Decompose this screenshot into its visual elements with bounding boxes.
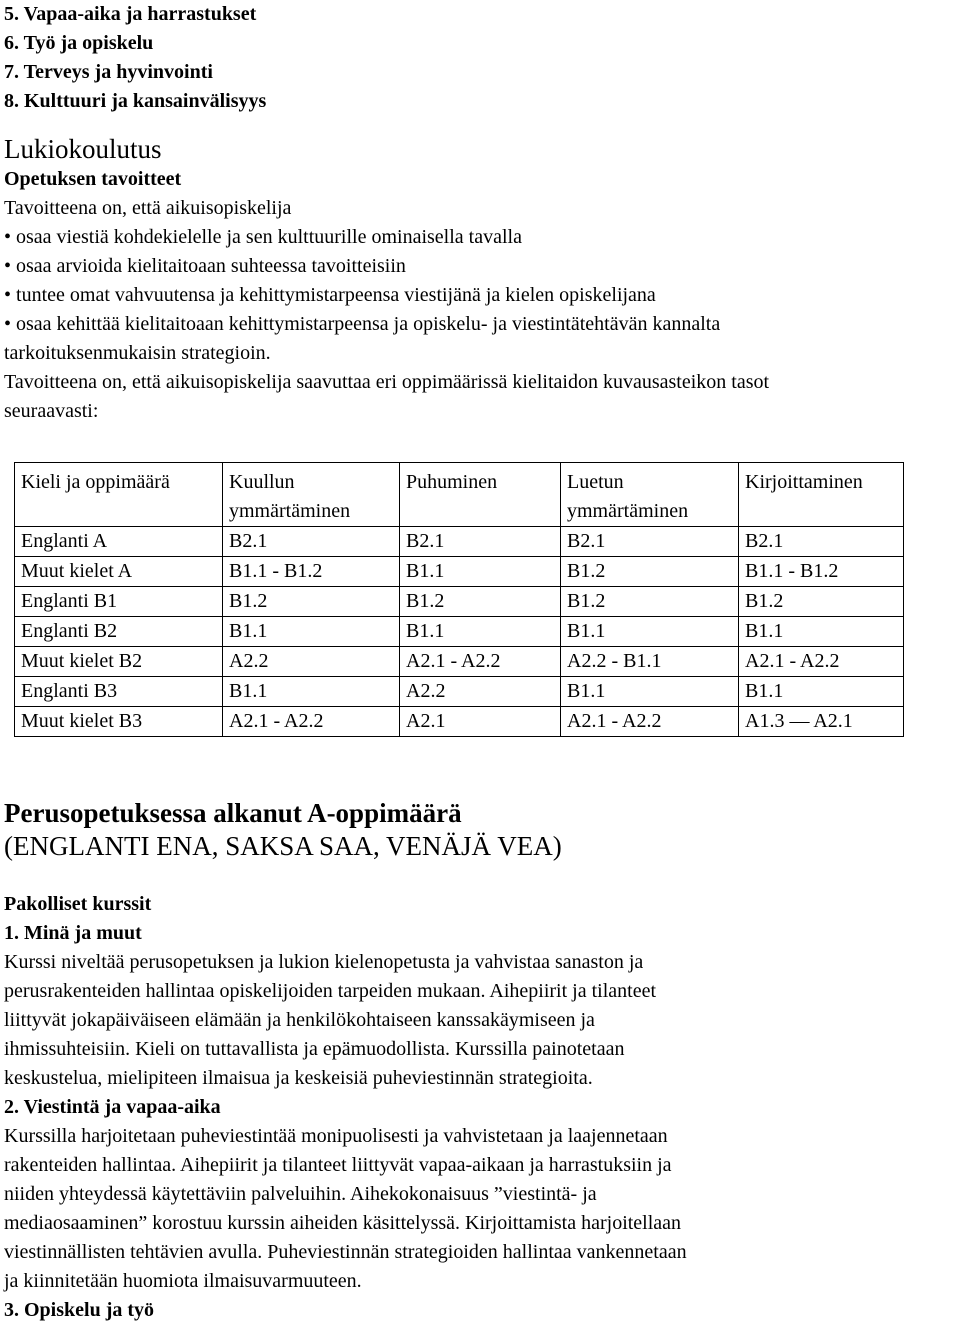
table-cell: A2.1 - A2.2: [739, 647, 904, 677]
list-item: 8. Kulttuuri ja kansainvälisyys: [4, 90, 267, 112]
table-cell: B2.1: [739, 527, 904, 557]
table-cell: A2.1 - A2.2: [561, 707, 739, 737]
table-row: [15, 707, 904, 737]
table-cell: A2.1 - A2.2: [223, 707, 400, 737]
table-cell: B1.2: [561, 557, 739, 587]
course-text-line: ihmissuhteisiin. Kieli on tuttavallista ja epämuodollista. Kurssilla painotetaan: [4, 1038, 625, 1060]
goal-bullet: • osaa arvioida kielitaitoaan suhteessa tavoitteisiin: [4, 252, 960, 281]
table-cell: B1.1: [739, 617, 904, 647]
course-title: 3. Opiskelu ja työ: [4, 1299, 155, 1321]
table-header-cell: Puhuminen: [400, 463, 561, 527]
table-row: [15, 677, 904, 707]
table-cell: B1.1: [739, 677, 904, 707]
course-text-line: Kurssi niveltää perusopetuksen ja lukion kielenopetusta ja vahvistaa sanaston ja: [4, 951, 644, 973]
table-cell: B1.1: [400, 557, 561, 587]
course-text-line: perusrakenteiden hallintaa opiskelijoiden tarpeiden mukaan. Aihepiirit ja tilanteet: [4, 980, 657, 1002]
section-subtitle: (ENGLANTI ENA, SAKSA SAA, VENÄJÄ VEA): [4, 831, 562, 861]
table-cell: B1.1: [561, 617, 739, 647]
table-row: [15, 527, 904, 557]
course-text-line: mediaosaaminen” korostuu kurssin aiheiden käsittelyssä. Kirjoittamista harjoitellaan: [4, 1212, 682, 1234]
list-item: 7. Terveys ja hyvinvointi: [4, 61, 213, 83]
goal-bullet: • osaa viestiä kohdekielelle ja sen kulttuurille ominaisella tavalla: [4, 223, 960, 252]
table-row: [15, 647, 904, 677]
course-title: 2. Viestintä ja vapaa-aika: [4, 1096, 221, 1118]
section-title: Perusopetuksessa alkanut A-oppimäärä: [4, 798, 462, 828]
document-page: [4, 0, 960, 426]
section-heading-lukio: Lukiokoulutus: [4, 134, 162, 164]
proficiency-levels-table: [14, 462, 904, 737]
table-cell: A2.2: [400, 677, 561, 707]
table-header-cell: Kirjoittaminen: [739, 463, 904, 527]
table-cell: B1.1 - B1.2: [223, 557, 400, 587]
table-cell: B1.1: [561, 677, 739, 707]
course-title: 1. Minä ja muut: [4, 922, 142, 944]
table-cell: A2.1 - A2.2: [400, 647, 561, 677]
course-text-line: rakenteiden hallintaa. Aihepiirit ja tilanteet liittyvät vapaa-aikaan ja harrastuksiin ja: [4, 1154, 672, 1176]
table-cell: B1.2: [223, 587, 400, 617]
table-cell: Muut kielet A: [15, 557, 223, 587]
table-cell: Englanti B3: [15, 677, 223, 707]
table-cell: A2.2 - B1.1: [561, 647, 739, 677]
table-cell: A1.3 — A2.1: [739, 707, 904, 737]
levels-intro: Tavoitteena on, että aikuisopiskelija saavuttaa eri oppimäärissä kielitaidon kuvausasteikon tasot: [4, 371, 770, 393]
table-cell: A2.2: [223, 647, 400, 677]
table-cell: B1.2: [400, 587, 561, 617]
compulsory-courses-heading: Pakolliset kurssit: [4, 893, 152, 915]
table-cell: B1.2: [561, 587, 739, 617]
section-a-syllabus: [4, 797, 960, 1325]
course-text-line: liittyvät jokapäiväiseen elämään ja henkilökohtaiseen kanssakäymiseen ja: [4, 1009, 595, 1031]
table-row: [15, 617, 904, 647]
table-cell: B1.1: [223, 617, 400, 647]
table-cell: Muut kielet B2: [15, 647, 223, 677]
table-cell: A2.1: [400, 707, 561, 737]
course-text-line: ja kiinnitetään huomiota ilmaisuvarmuuteen.: [4, 1270, 362, 1292]
table-header-cell: Kieli ja oppimäärä: [15, 463, 223, 527]
table-row: [15, 587, 904, 617]
table-cell: Muut kielet B3: [15, 707, 223, 737]
table-cell: B1.1: [400, 617, 561, 647]
course-text-line: niiden yhteydessä käytettäviin palveluihin. Aihekokonaisuus ”viestintä- ja: [4, 1183, 597, 1205]
goal-bullet-continuation: tarkoituksenmukaisin strategioin.: [4, 342, 271, 364]
table-header-cell: Kuullun ymmärtäminen: [223, 463, 400, 527]
table-cell: B1.1: [223, 677, 400, 707]
table-cell: B1.1 - B1.2: [739, 557, 904, 587]
levels-intro-cont: seuraavasti:: [4, 400, 99, 422]
table-cell: B2.1: [561, 527, 739, 557]
goals-intro: Tavoitteena on, että aikuisopiskelija: [4, 197, 292, 219]
table-cell: B2.1: [223, 527, 400, 557]
table-row: [15, 557, 904, 587]
course-text-line: viestinnällisten tehtävien avulla. Puheviestinnän strategioiden hallintaa vankennetaan: [4, 1241, 687, 1263]
subheading-goals: Opetuksen tavoitteet: [4, 168, 182, 190]
course-text-line: Kurssilla harjoitetaan puheviestintää monipuolisesti ja vahvistetaan ja laajennetaan: [4, 1125, 668, 1147]
table-header-row: [15, 463, 904, 527]
table-header-cell: Luetun ymmärtäminen: [561, 463, 739, 527]
table-cell: B1.2: [739, 587, 904, 617]
table-cell: Englanti B1: [15, 587, 223, 617]
table-cell: B2.1: [400, 527, 561, 557]
goal-bullet: • tuntee omat vahvuutensa ja kehittymistarpeensa viestijänä ja kielen opiskelijana: [4, 281, 960, 310]
course-text-line: keskustelua, mielipiteen ilmaisua ja keskeisiä puheviestinnän strategioita.: [4, 1067, 593, 1089]
goal-bullet: • osaa kehittää kielitaitoaan kehittymistarpeensa ja opiskelu- ja viestintätehtävän kannalta: [4, 310, 960, 339]
table-cell: Englanti B2: [15, 617, 223, 647]
list-item: 5. Vapaa-aika ja harrastukset: [4, 3, 257, 25]
table-cell: Englanti A: [15, 527, 223, 557]
list-item: 6. Työ ja opiskelu: [4, 32, 154, 54]
